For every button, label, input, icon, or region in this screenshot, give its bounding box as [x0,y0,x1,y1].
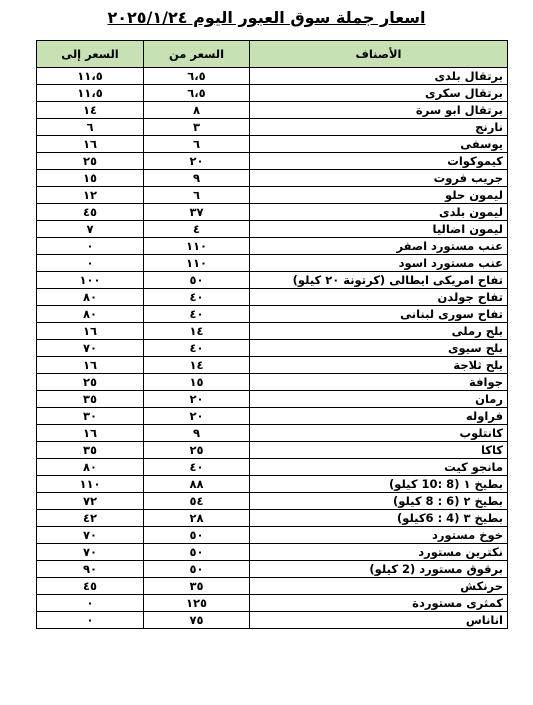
row-price-from-cell: ٢٨ [144,510,250,527]
row-category-cell: يوسفى [250,136,508,153]
row-price-to-cell: ١١،٥ [37,68,144,85]
row-price-to-cell: ١٦ [37,136,144,153]
row-price-to-cell: ٠ [37,612,144,629]
row-price-from-cell: ٣ [144,119,250,136]
row-price-from-cell: ٥٠ [144,544,250,561]
row-price-from-cell: ٥٤ [144,493,250,510]
row-price-to-cell: ٠ [37,238,144,255]
row-category-cell: ليمون بلدى [250,204,508,221]
row-category-cell: بطيخ ٢ (6 : 8 كيلو) [250,493,508,510]
row-price-to-cell: ١١،٥ [37,85,144,102]
row-price-to-cell: ١٠٠ [37,272,144,289]
row-category-cell: ليمون حلو [250,187,508,204]
row-category-cell: بطيخ ٣ (4 : 6كيلو) [250,510,508,527]
page-title [0,8,533,27]
row-category-cell: برتقال بلدى [250,68,508,85]
row-price-from-cell: ٤٠ [144,340,250,357]
row-category-cell: عنب مستورد اسود [250,255,508,272]
table-row [37,493,508,510]
table-row [37,289,508,306]
row-category-cell: كاكا [250,442,508,459]
row-price-to-cell: ٣٠ [37,408,144,425]
row-category-cell: فراوله [250,408,508,425]
row-price-from-cell: ٦،٥ [144,85,250,102]
row-category-cell: نارنج [250,119,508,136]
row-category-cell: بطيخ ١ (8 :10 كيلو) [250,476,508,493]
row-price-to-cell: ٨٠ [37,306,144,323]
table-row [37,340,508,357]
table-row [37,459,508,476]
row-price-from-cell: ٦ [144,136,250,153]
row-category-cell: جريب فروت [250,170,508,187]
row-category-cell: تفاح امريكى ايطالى (كرتونة ٢٠ كيلو) [250,272,508,289]
row-category-cell: اناناس [250,612,508,629]
row-category-cell: نكترين مستورد [250,544,508,561]
table-row [37,255,508,272]
row-price-to-cell: ٤٥ [37,204,144,221]
row-price-to-cell: ٣٥ [37,391,144,408]
row-price-from-cell: ٢٠ [144,153,250,170]
row-price-from-cell: ٤٠ [144,306,250,323]
row-price-to-cell: ٩٠ [37,561,144,578]
column-header-category: الأصناف [250,41,508,68]
row-price-to-cell: ٢٥ [37,153,144,170]
table-row [37,374,508,391]
table-row [37,323,508,340]
row-price-to-cell: ٦ [37,119,144,136]
table-row [37,476,508,493]
row-category-cell: خوخ مستورد [250,527,508,544]
price-table [36,40,508,629]
row-price-from-cell: ٤٠ [144,289,250,306]
row-price-from-cell: ٥٠ [144,527,250,544]
row-category-cell: عنب مستورد اصفر [250,238,508,255]
table-row [37,187,508,204]
row-price-to-cell: ٧ [37,221,144,238]
row-price-to-cell: ٧٠ [37,527,144,544]
table-row [37,119,508,136]
row-price-to-cell: ٠ [37,255,144,272]
row-price-to-cell: ٨٠ [37,459,144,476]
table-header-row [37,41,508,68]
table-row [37,425,508,442]
row-category-cell: حرنكش [250,578,508,595]
row-price-from-cell: ٦ [144,187,250,204]
table-row [37,544,508,561]
table-row [37,153,508,170]
row-price-from-cell: ٨ [144,102,250,119]
row-price-to-cell: ٤٢ [37,510,144,527]
row-price-to-cell: ١٥ [37,170,144,187]
table-row [37,408,508,425]
table-row [37,595,508,612]
row-price-to-cell: ١٦ [37,323,144,340]
column-header-price-from: السعر من [144,41,250,68]
row-price-to-cell: ٣٥ [37,442,144,459]
row-price-from-cell: ٢٠ [144,391,250,408]
table-row [37,238,508,255]
table-row [37,221,508,238]
table-row [37,391,508,408]
row-category-cell: ليمون اضاليا [250,221,508,238]
row-price-from-cell: ٩ [144,425,250,442]
table-row [37,68,508,85]
table-row [37,170,508,187]
table-row [37,612,508,629]
row-price-to-cell: ٧٢ [37,493,144,510]
page-title-text: اسعار جملة سوق العبور اليوم ٢٠٢٥/١/٢٤ [107,8,426,27]
row-category-cell: كيموكوات [250,153,508,170]
row-price-from-cell: ٢٠ [144,408,250,425]
row-category-cell: بلح سيوى [250,340,508,357]
column-header-price-to: السعر إلى [37,41,144,68]
row-price-from-cell: ١٤ [144,323,250,340]
row-price-from-cell: ١٤ [144,357,250,374]
row-category-cell: رمان [250,391,508,408]
row-price-to-cell: ١٦ [37,425,144,442]
row-price-to-cell: ٤٥ [37,578,144,595]
row-price-from-cell: ٣٧ [144,204,250,221]
row-price-from-cell: ١١٠ [144,238,250,255]
table-row [37,357,508,374]
row-price-to-cell: ١٢ [37,187,144,204]
table-row [37,136,508,153]
table-row [37,510,508,527]
row-category-cell: مانجو كيت [250,459,508,476]
row-price-from-cell: ٦،٥ [144,68,250,85]
row-price-from-cell: ١٥ [144,374,250,391]
row-price-to-cell: ٠ [37,595,144,612]
row-price-to-cell: ١١٠ [37,476,144,493]
row-price-from-cell: ٤ [144,221,250,238]
table-row [37,85,508,102]
row-price-from-cell: ٥٠ [144,561,250,578]
row-price-to-cell: ١٤ [37,102,144,119]
row-category-cell: بلح رملى [250,323,508,340]
row-category-cell: تفاح جولدن [250,289,508,306]
row-price-from-cell: ٤٠ [144,459,250,476]
row-price-from-cell: ٩ [144,170,250,187]
row-category-cell: برتقال ابو سرة [250,102,508,119]
table-row [37,272,508,289]
row-category-cell: بلح ثلاجة [250,357,508,374]
row-price-from-cell: ٣٥ [144,578,250,595]
row-price-from-cell: ٨٨ [144,476,250,493]
row-price-to-cell: ١٦ [37,357,144,374]
row-category-cell: كانتلوب [250,425,508,442]
table-row [37,527,508,544]
row-price-from-cell: ٢٥ [144,442,250,459]
row-price-to-cell: ٢٥ [37,374,144,391]
row-category-cell: برتقال سكرى [250,85,508,102]
row-price-from-cell: ١١٠ [144,255,250,272]
table-row [37,578,508,595]
row-price-to-cell: ٧٠ [37,544,144,561]
table-row [37,204,508,221]
row-price-from-cell: ٧٥ [144,612,250,629]
row-category-cell: برقوق مستورد (2 كيلو) [250,561,508,578]
row-category-cell: كمثرى مستوردة [250,595,508,612]
row-price-to-cell: ٨٠ [37,289,144,306]
table-row [37,102,508,119]
row-price-from-cell: ١٢٥ [144,595,250,612]
row-price-from-cell: ٥٠ [144,272,250,289]
row-category-cell: تفاح سورى لبنانى [250,306,508,323]
row-price-to-cell: ٧٠ [37,340,144,357]
table-row [37,561,508,578]
table-row [37,306,508,323]
row-category-cell: جوافة [250,374,508,391]
table-row [37,442,508,459]
